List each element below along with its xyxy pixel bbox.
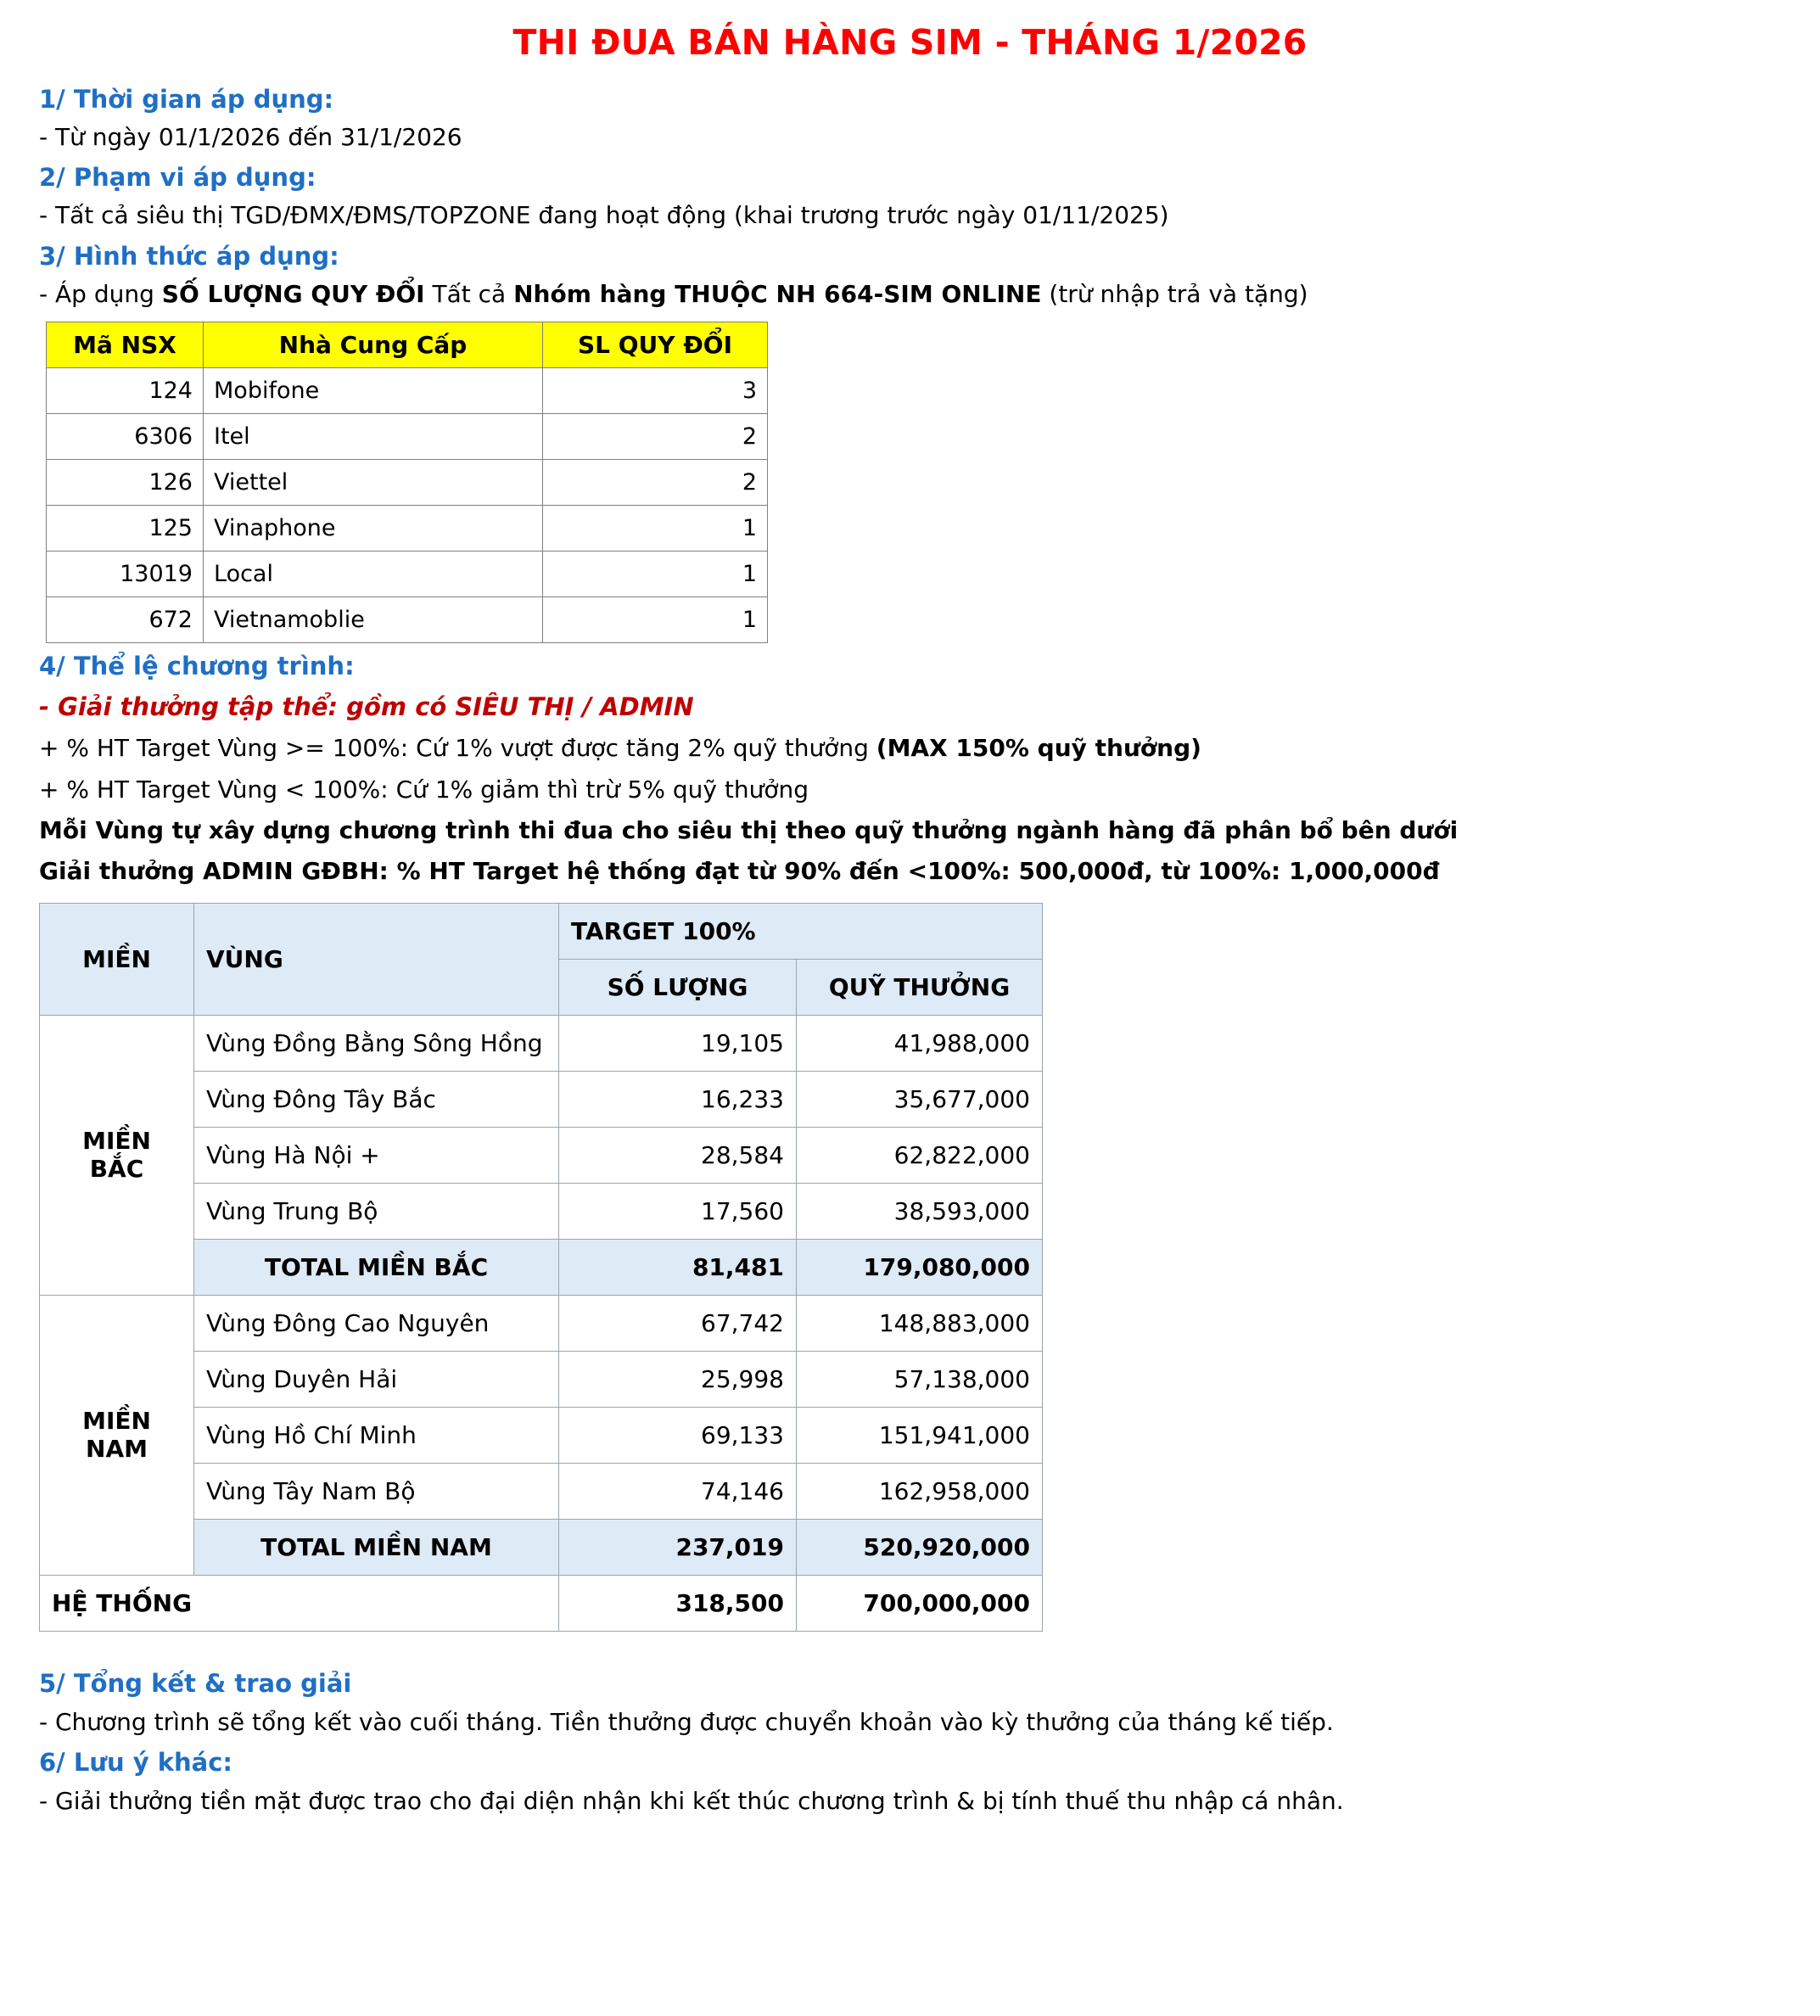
target-table: [39, 903, 1043, 1632]
section-4-line-1: [39, 733, 1781, 764]
nsx-name: Vinaphone: [204, 506, 543, 552]
target-quy-thuong: 38,593,000: [797, 1183, 1043, 1239]
target-total-label: TOTAL MIỀN BẮC: [194, 1239, 559, 1295]
system-quy-thuong: 700,000,000: [797, 1575, 1043, 1631]
table-row: [40, 1015, 1043, 1071]
target-quy-thuong: 35,677,000: [797, 1071, 1043, 1127]
target-total-label: TOTAL MIỀN NAM: [194, 1519, 559, 1575]
target-so-luong: 69,133: [559, 1407, 797, 1463]
target-header-vung: VÙNG: [194, 903, 559, 1015]
target-quy-thuong: 41,988,000: [797, 1015, 1043, 1071]
nsx-code: 126: [47, 460, 204, 506]
table-row: [47, 552, 768, 597]
table-row: [40, 1295, 1043, 1351]
section-4-subheading: - Giải thưởng tập thể: gồm có SIÊU THỊ / ADMIN: [39, 692, 694, 722]
target-header-quy-thuong: QUỸ THƯỞNG: [797, 959, 1043, 1015]
section-3-heading: 3/ Hình thức áp dụng:: [39, 241, 339, 271]
section-3-text-part-c: Tất cả: [424, 279, 514, 308]
table-row-system: [40, 1575, 1043, 1631]
section-3-text-part-a: - Áp dụng: [39, 279, 162, 308]
target-header-mien: MIỀN: [40, 903, 194, 1015]
target-header-target: TARGET 100%: [559, 903, 1043, 959]
section-6-heading: 6/ Lưu ý khác:: [39, 1747, 233, 1777]
nsx-code: 6306: [47, 414, 204, 460]
nsx-code: 13019: [47, 552, 204, 597]
target-so-luong: 19,105: [559, 1015, 797, 1071]
nsx-qty: 3: [543, 368, 768, 414]
section-4-heading: 4/ Thể lệ chương trình:: [39, 652, 355, 681]
target-total-so-luong: 237,019: [559, 1519, 797, 1575]
nsx-qty: 1: [543, 597, 768, 643]
target-so-luong: 28,584: [559, 1127, 797, 1183]
target-total-so-luong: 81,481: [559, 1239, 797, 1295]
target-so-luong: 25,998: [559, 1351, 797, 1407]
target-so-luong: 67,742: [559, 1295, 797, 1351]
nsx-table-header-row: [47, 322, 768, 368]
nsx-qty: 1: [543, 506, 768, 552]
nsx-qty: 2: [543, 414, 768, 460]
table-row: [47, 597, 768, 643]
nsx-code: 125: [47, 506, 204, 552]
system-so-luong: 318,500: [559, 1575, 797, 1631]
nsx-header-qty: SL QUY ĐỔI: [543, 322, 768, 368]
system-label: HỆ THỐNG: [40, 1575, 559, 1631]
target-vung: Vùng Đông Tây Bắc: [194, 1071, 559, 1127]
section-2-heading: 2/ Phạm vi áp dụng:: [39, 163, 316, 193]
section-4-line-2: + % HT Target Vùng < 100%: Cứ 1% giảm thì trừ 5% quỹ thưởng: [39, 775, 809, 804]
target-region-bac: MIỀN BẮC: [40, 1015, 194, 1295]
section-4-line-4: Giải thưởng ADMIN GĐBH: % HT Target hệ thống đạt từ 90% đến <100%: 500,000đ, từ 100%: 1,000,000đ: [39, 857, 1440, 886]
section-5-heading: 5/ Tổng kết & trao giải: [39, 1668, 352, 1698]
target-total-quy-thuong: 179,080,000: [797, 1239, 1043, 1295]
target-vung: Vùng Hà Nội +: [194, 1127, 559, 1183]
target-quy-thuong: 57,138,000: [797, 1351, 1043, 1407]
nsx-header-code: Mã NSX: [47, 322, 204, 368]
section-1-text: - Từ ngày 01/1/2026 đến 31/1/2026: [39, 123, 462, 151]
target-quy-thuong: 162,958,000: [797, 1463, 1043, 1519]
page-title: THI ĐUA BÁN HÀNG SIM - THÁNG 1/2026: [512, 22, 1308, 63]
section-4-line-1-part-a: + % HT Target Vùng >= 100%: Cứ 1% vượt được tăng 2% quỹ thưởng: [39, 734, 876, 763]
target-so-luong: 17,560: [559, 1183, 797, 1239]
target-so-luong: 16,233: [559, 1071, 797, 1127]
target-vung: Vùng Đông Cao Nguyên: [194, 1295, 559, 1351]
target-quy-thuong: 151,941,000: [797, 1407, 1043, 1463]
section-5-text: - Chương trình sẽ tổng kết vào cuối tháng. Tiền thưởng được chuyển khoản vào kỳ thưởng của tháng kế tiếp.: [39, 1707, 1334, 1736]
target-vung: Vùng Trung Bộ: [194, 1183, 559, 1239]
nsx-name: Local: [204, 552, 543, 597]
section-1-heading: 1/ Thời gian áp dụng:: [39, 85, 334, 114]
nsx-name: Vietnamoblie: [204, 597, 543, 643]
nsx-name: Viettel: [204, 460, 543, 506]
target-vung: Vùng Tây Nam Bộ: [194, 1463, 559, 1519]
table-row: [47, 460, 768, 506]
section-3-text-part-d: Nhóm hàng THUỘC NH 664-SIM ONLINE: [513, 279, 1042, 308]
section-3-text-part-b: SỐ LƯỢNG QUY ĐỔI: [161, 279, 425, 308]
section-3-text: [39, 279, 1781, 310]
target-table-header-row-1: [40, 903, 1043, 959]
section-4-line-3: Mỗi Vùng tự xây dựng chương trình thi đua cho siêu thị theo quỹ thưởng ngành hàng đã phân bổ bên dưới: [39, 815, 1459, 844]
nsx-qty: 1: [543, 552, 768, 597]
nsx-code: 124: [47, 368, 204, 414]
target-region-nam: MIỀN NAM: [40, 1295, 194, 1575]
nsx-name: Mobifone: [204, 368, 543, 414]
target-vung: Vùng Đồng Bằng Sông Hồng: [194, 1015, 559, 1071]
section-6-text: - Giải thưởng tiền mặt được trao cho đại diện nhận khi kết thúc chương trình & bị tính thuế thu nhập cá nhân.: [39, 1786, 1344, 1815]
target-vung: Vùng Hồ Chí Minh: [194, 1407, 559, 1463]
target-quy-thuong: 62,822,000: [797, 1127, 1043, 1183]
section-2-text: - Tất cả siêu thị TGD/ĐMX/ĐMS/TOPZONE đang hoạt động (khai trương trước ngày 01/11/2025): [39, 201, 1169, 230]
section-3-text-part-e: (trừ nhập trả và tặng): [1041, 279, 1308, 308]
target-quy-thuong: 148,883,000: [797, 1295, 1043, 1351]
target-header-so-luong: SỐ LƯỢNG: [559, 959, 797, 1015]
target-so-luong: 74,146: [559, 1463, 797, 1519]
table-row: [47, 368, 768, 414]
table-row: [47, 506, 768, 552]
section-4-line-1-part-b: (MAX 150% quỹ thưởng): [876, 734, 1201, 763]
nsx-header-name: Nhà Cung Cấp: [204, 322, 543, 368]
table-row: [47, 414, 768, 460]
target-vung: Vùng Duyên Hải: [194, 1351, 559, 1407]
nsx-name: Itel: [204, 414, 543, 460]
nsx-table: [46, 322, 768, 643]
target-total-quy-thuong: 520,920,000: [797, 1519, 1043, 1575]
nsx-qty: 2: [543, 460, 768, 506]
nsx-code: 672: [47, 597, 204, 643]
